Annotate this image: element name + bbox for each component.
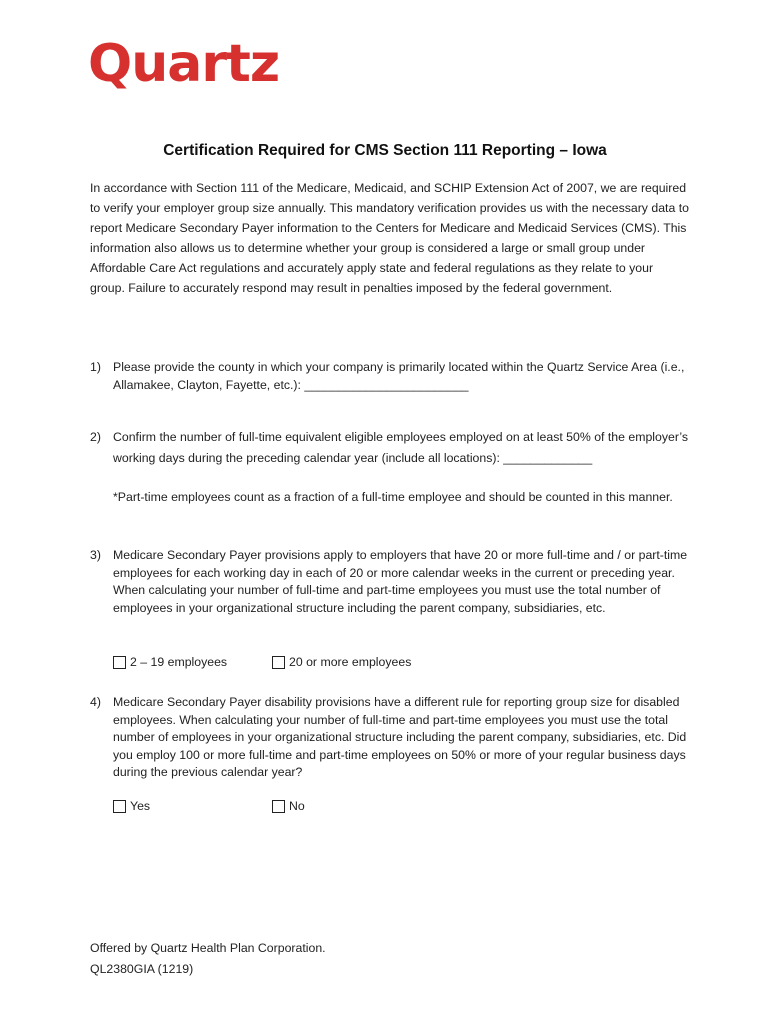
page-title: Certification Required for CMS Section 111 Reporting – Iowa bbox=[163, 142, 607, 159]
option-no[interactable] bbox=[272, 799, 305, 813]
question-text: Confirm the number of full-time equivalent eligible employees employed on at least 50% of the employer’s working days during the preceding calendar year (include all locations): _____________ bbox=[113, 430, 689, 465]
checkbox[interactable] bbox=[272, 800, 285, 813]
option-2-19-employees[interactable] bbox=[113, 655, 227, 669]
checkbox[interactable] bbox=[272, 656, 285, 669]
checkbox[interactable] bbox=[113, 656, 126, 669]
question-text: Please provide the county in which your company is primarily located within the Quartz Service Area (i.e., Allamakee, Clayton, Fayette, etc.): ________________________ bbox=[113, 360, 685, 392]
option-yes[interactable] bbox=[113, 799, 150, 813]
question-number: 4) bbox=[90, 695, 101, 709]
checkbox[interactable] bbox=[113, 800, 126, 813]
option-label: Yes bbox=[130, 799, 151, 813]
question-number: 2) bbox=[90, 430, 101, 444]
intro-paragraph: In accordance with Section 111 of the Medicare, Medicaid, and SCHIP Extension Act of 2007, we are required to verify your employer group size annually. This mandatory verification provides us with the necessary data to report Medicare Secondary Payer information to the Centers for Medicare and Medicaid Services (CMS). This information also allows us to determine whether your group is considered a large or small group under Affordable Care Act regulations and accurately apply state and federal regulations as they relate to your group. Failure to accurately respond may result in penalties imposed by the federal government. bbox=[90, 181, 689, 295]
footer-offered-by: Offered by Quartz Health Plan Corporation. bbox=[90, 941, 326, 955]
option-label: 2 – 19 employees bbox=[130, 655, 228, 669]
question-number: 1) bbox=[90, 360, 101, 374]
question-text: Medicare Secondary Payer provisions apply to employers that have 20 or more full-time and / or part-time employees for each working day in each of 20 or more calendar weeks in the current or preceding year. When calculating your number of full-time and part-time employees you must use the total number of employees in your organizational structure including the parent company, subsidiaries, etc. bbox=[113, 548, 688, 615]
part-time-note: *Part-time employees count as a fraction of a full-time employee and should be counted in this manner. bbox=[113, 490, 673, 504]
question-1 bbox=[90, 358, 690, 394]
footer-form-code: QL2380GIA (1219) bbox=[90, 962, 194, 976]
quartz-logo: Quartz bbox=[88, 34, 280, 94]
footer bbox=[90, 938, 326, 980]
question-4 bbox=[90, 694, 690, 782]
question-number: 3) bbox=[90, 548, 101, 562]
option-20-or-more-employees[interactable] bbox=[272, 655, 411, 669]
option-label: No bbox=[289, 799, 305, 813]
option-label: 20 or more employees bbox=[289, 655, 412, 669]
question-3 bbox=[90, 547, 690, 617]
question-2 bbox=[90, 427, 690, 469]
question-text: Medicare Secondary Payer disability provisions have a different rule for reporting group size for disabled employees. When calculating your number of full-time and part-time employees you must use the total number of employees in your organizational structure including the parent company, subsidiaries, etc. Did you employ 100 or more full-time and part-time employees on 50% or more of your regular business days during the previous calendar year? bbox=[113, 695, 687, 779]
